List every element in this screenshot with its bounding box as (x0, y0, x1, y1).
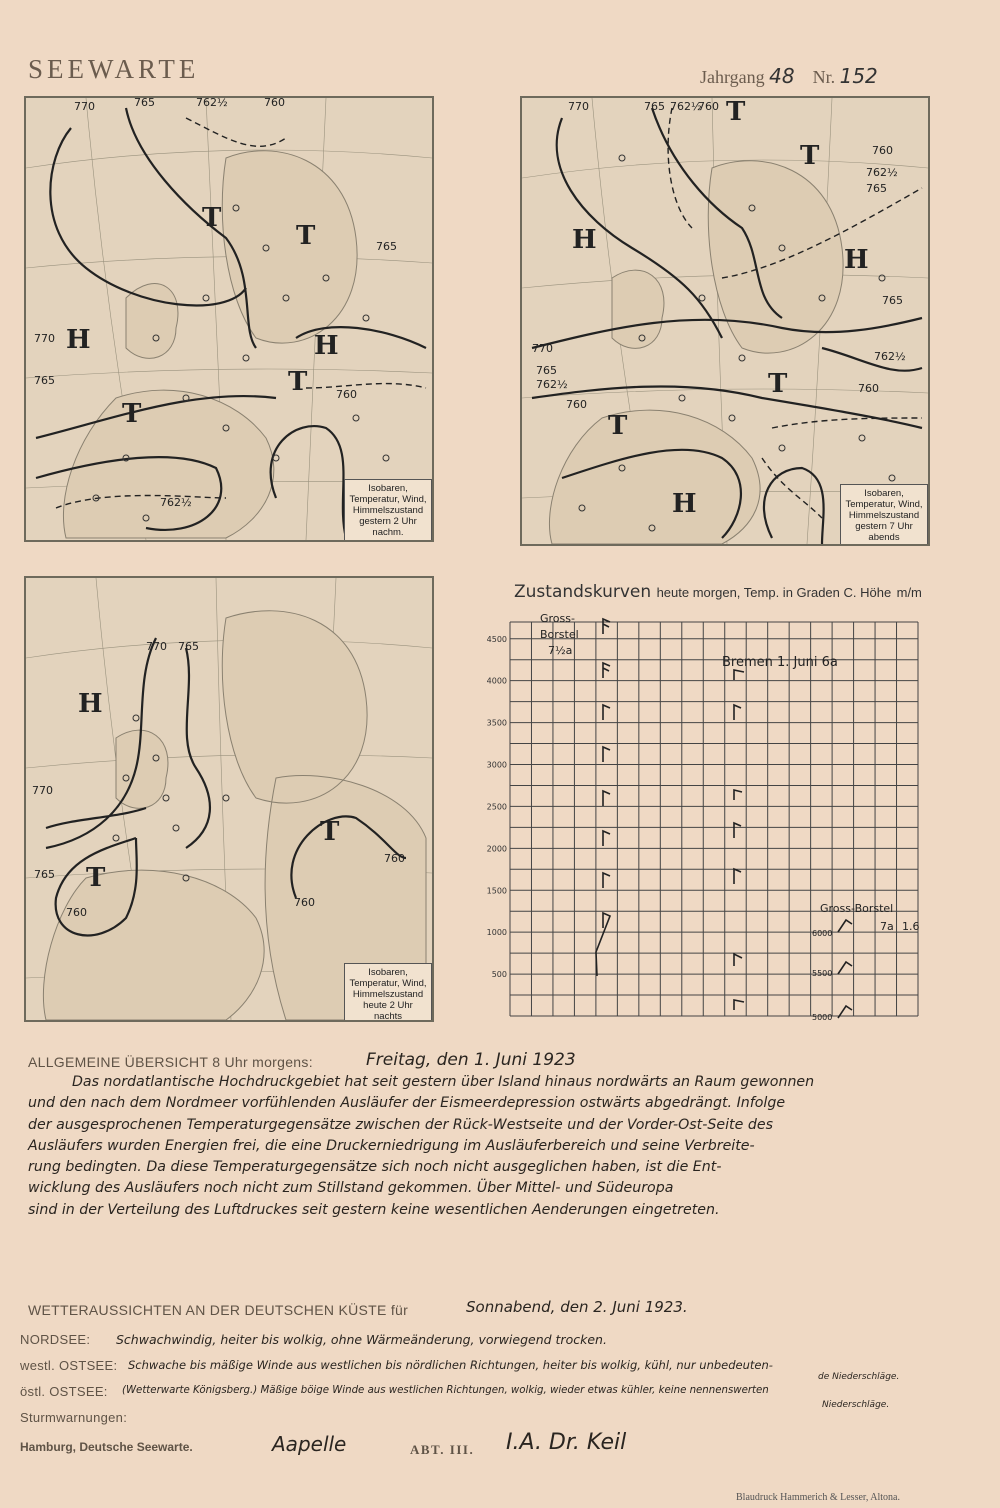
pressure-centre-label: T (288, 367, 308, 397)
isobar-label: 760 (294, 896, 315, 909)
signature-2: I.A. Dr. Keil (506, 1430, 627, 1455)
overview-line: und den nach dem Nordmeer vorfühlenden Ausläufer der Eismeerdepression ostwärts abgedrängt. Infolge (28, 1095, 786, 1112)
y-tick-label: 3500 (486, 718, 507, 728)
y-tick-label: 1500 (486, 886, 507, 896)
station-label-gross-borstel-lower: Gross-Borstel (820, 902, 894, 915)
isobar-label: 760 (336, 388, 357, 401)
legend-line: Temperatur, Wind, (349, 494, 427, 505)
legend-line: heute 2 Uhr nachts (363, 1000, 413, 1022)
printer-note: Blaudruck Hammerich & Lesser, Altona. (736, 1492, 900, 1503)
isobar-label: 760 (66, 906, 87, 919)
map-legend (344, 479, 432, 542)
pressure-centre-label: T (202, 203, 222, 233)
forecast-label: WETTERAUSSICHTEN AN DER DEUTSCHEN KÜSTE für (28, 1302, 409, 1318)
weather-map-tonight (24, 576, 434, 1022)
isobar-label: 765 (376, 240, 397, 253)
pressure-centre-label: T (86, 863, 106, 893)
station-label-gross-borstel: Borstel (540, 628, 579, 641)
overview-date: Freitag, den 1. Juni 1923 (366, 1050, 576, 1070)
pressure-centre-label: T (296, 221, 316, 251)
y-tick-label: 1000 (486, 928, 507, 938)
legend-line: Isobaren, (368, 483, 408, 494)
pressure-centre-label: T (800, 141, 820, 171)
station-label-bremen: Bremen 1. Juni 6a (722, 655, 838, 670)
isobar-label: 765 (34, 374, 55, 387)
zustandskurven-chart (486, 602, 926, 1022)
legend-line: Himmelszustand (352, 989, 424, 1000)
legend-line: Isobaren, (864, 488, 904, 499)
isobar-label: 765 (866, 182, 887, 195)
oestl-ostsee-cont: Niederschläge. (822, 1400, 890, 1410)
station-label-gross-borstel: 7½a (548, 644, 573, 657)
isobar-label: 762½ (536, 378, 568, 391)
oestl-ostsee-text: (Wetterwarte Königsberg.) Mäßige böige Winde aus westlichen Richtungen, wolkig, wieder etwas kühler, keine nennenswerten (122, 1385, 769, 1396)
pressure-centre-label: T (608, 411, 628, 441)
pressure-centre-label: H (672, 489, 697, 519)
isobar-label: 760 (698, 100, 719, 113)
lower-label-value: 1.6 (902, 920, 920, 933)
lower-tick: 5000 (812, 1013, 833, 1022)
isobar-label: 760 (566, 398, 587, 411)
isobar-label: 762½ (874, 350, 906, 363)
map-graphic (522, 98, 928, 544)
masthead: SEEWARTE (28, 54, 200, 84)
overview-line: Das nordatlantische Hochdruckgebiet hat seit gestern über Island hinaus nordwärts an Raum gewonnen (72, 1074, 815, 1090)
y-tick-label: 3000 (486, 760, 507, 770)
isobar-label: 770 (146, 640, 167, 653)
jahrgang-value: 48 (769, 64, 795, 88)
oestl-ostsee-label: östl. OSTSEE: (20, 1384, 108, 1399)
nordsee-text: Schwachwindig, heiter bis wolkig, ohne Wärmeänderung, vorwiegend trocken. (116, 1332, 607, 1347)
legend-line: Himmelszustand (352, 505, 424, 516)
chart-title-suffix: heute morgen, Temp. in Graden C. Höhe (656, 585, 892, 600)
isobar-label: 762½ (196, 98, 228, 109)
pressure-centre-label: H (844, 245, 869, 275)
isobar-label: 765 (644, 100, 665, 113)
y-tick-label: 4500 (486, 634, 507, 644)
y-tick-label: 2500 (486, 802, 507, 812)
forecast-date: Sonnabend, den 2. Juni 1923. (466, 1298, 688, 1316)
overview-line: wicklung des Ausläufers noch nicht zum Stillstand gekommen. Über Mittel- und Südeuropa (28, 1180, 674, 1197)
pressure-centre-label: T (726, 98, 746, 127)
isobar-label: 760 (872, 144, 893, 157)
isobar-label: 760 (384, 852, 405, 865)
map-graphic (26, 98, 432, 540)
legend-line: Temperatur, Wind, (349, 978, 427, 989)
y-tick-label: 2000 (486, 844, 507, 854)
overview-label: ALLGEMEINE ÜBERSICHT 8 Uhr morgens: (28, 1054, 313, 1070)
isobar-label: 770 (32, 784, 53, 797)
isobar-label: 770 (34, 332, 55, 345)
y-tick-labels (487, 635, 507, 979)
pressure-centre-label: H (572, 225, 597, 255)
isobar-label: 770 (568, 100, 589, 113)
weather-map-yesterday-afternoon (24, 96, 434, 542)
legend-line: gestern 2 Uhr nachm. (359, 516, 417, 538)
chart-title-unit: m/m (896, 585, 922, 600)
chart-title-main: Zustandskurven (514, 582, 652, 602)
lower-label-time: 7a (880, 920, 894, 933)
pressure-centre-label: T (122, 399, 142, 429)
pressure-centre-label: H (314, 331, 339, 361)
isobar-label: 765 (34, 868, 55, 881)
isobar-label: 765 (178, 640, 199, 653)
station-label-gross-borstel: Gross- (540, 612, 575, 625)
isobar-label: 762½ (670, 100, 702, 113)
legend-line: Himmelszustand (848, 510, 920, 521)
pressure-centre-label: T (320, 817, 340, 847)
legend-line: gestern 7 Uhr abends (855, 521, 913, 543)
pressure-centre-label: H (78, 689, 103, 719)
number-label: Nr. (812, 67, 836, 87)
pressure-centre-label: T (768, 369, 788, 399)
chart-grid (510, 622, 918, 1016)
chart-title (514, 582, 922, 602)
isobar-label: 762½ (160, 496, 192, 509)
isobar-label: 765 (536, 364, 557, 377)
legend-line: Temperatur, Wind, (845, 499, 923, 510)
isobar-label: 760 (264, 98, 285, 109)
y-tick-label: 500 (491, 970, 507, 980)
department: ABT. III. (410, 1442, 475, 1457)
isobar-label: 765 (134, 98, 155, 109)
overview-line: Ausläufers wurden Energien frei, die eine Druckerniedrigung im Ausläuferbereich und seine Verbreite- (28, 1137, 755, 1154)
westl-ostsee-cont: de Niederschläge. (818, 1372, 900, 1382)
overview-line: der ausgesprochenen Temperaturgegensätze zwischen der Rück-Westseite und der Vorder-Ost-Seite des (28, 1116, 773, 1133)
weather-map-yesterday-evening (520, 96, 930, 546)
wind-marks (596, 619, 852, 1018)
y-tick-label: 4000 (486, 676, 507, 686)
overview-line: rung bedingten. Da diese Temperaturgegensätze sich noch nicht ausgeglichen haben, ist die Ent- (28, 1159, 722, 1176)
isobar-label: 770 (532, 342, 553, 355)
institution: Hamburg, Deutsche Seewarte. (20, 1440, 193, 1454)
isobar-label: 765 (882, 294, 903, 307)
issue-info (700, 64, 878, 88)
isobar-label: 760 (858, 382, 879, 395)
jahrgang-label: Jahrgang (700, 67, 765, 87)
lower-tick: 6000 (812, 929, 833, 938)
overview-text (28, 1072, 938, 1221)
map-legend (344, 963, 432, 1022)
westl-ostsee-label: westl. OSTSEE: (20, 1358, 118, 1373)
nordsee-label: NORDSEE: (20, 1332, 91, 1347)
map-legend (840, 484, 928, 546)
pressure-centre-label: H (66, 325, 91, 355)
overview-line: sind in der Verteilung des Luftdruckes seit gestern keine wesentlichen Aenderungen eingetreten. (28, 1201, 720, 1218)
sturmwarnungen-label: Sturmwarnungen: (20, 1410, 128, 1425)
signature-1: Aapelle (272, 1432, 347, 1456)
lower-tick: 5500 (812, 969, 833, 978)
isobar-label: 762½ (866, 166, 898, 179)
westl-ostsee-text: Schwache bis mäßige Winde aus westlichen bis nördlichen Richtungen, heiter bis wolkig, kühl, nur unbedeuten- (128, 1358, 773, 1372)
map-graphic (26, 578, 432, 1020)
number-value: 152 (839, 64, 878, 88)
isobar-label: 770 (74, 100, 95, 113)
legend-line: Isobaren, (368, 967, 408, 978)
